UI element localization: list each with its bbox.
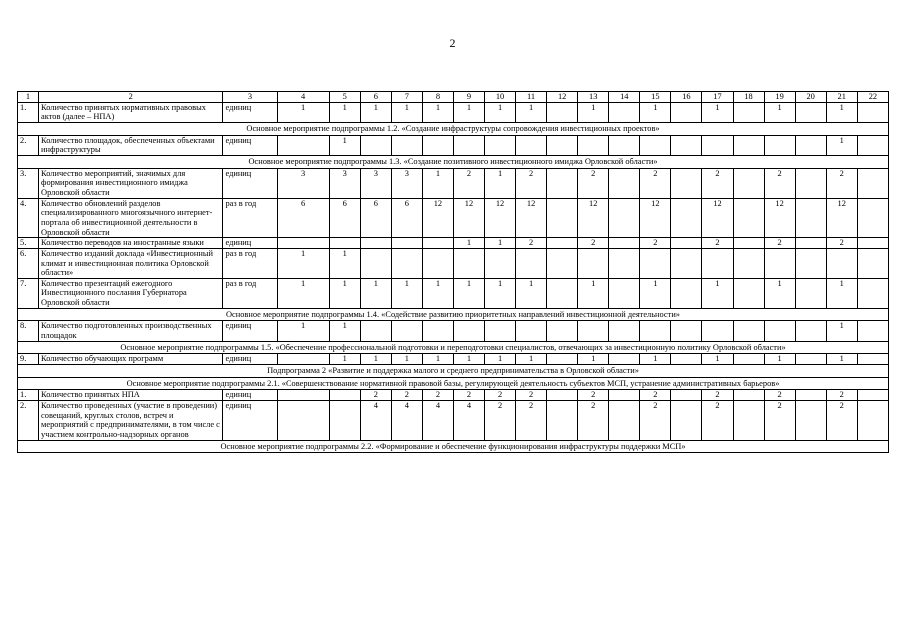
value-cell: 2 xyxy=(516,238,547,249)
value-cell xyxy=(547,198,578,238)
value-cell xyxy=(547,321,578,341)
value-cell: 2 xyxy=(578,168,609,198)
value-cell: 3 xyxy=(277,168,329,198)
value-cell xyxy=(733,248,764,278)
value-cell xyxy=(857,135,888,155)
value-cell: 3 xyxy=(360,168,391,198)
header-cell: 10 xyxy=(485,92,516,103)
value-cell xyxy=(277,135,329,155)
header-cell: 4 xyxy=(277,92,329,103)
value-cell: 1 xyxy=(422,102,453,122)
value-cell: 1 xyxy=(578,102,609,122)
value-cell: 1 xyxy=(277,321,329,341)
unit-cell: раз в год xyxy=(223,278,277,308)
value-cell: 1 xyxy=(516,102,547,122)
value-cell xyxy=(609,248,640,278)
value-cell xyxy=(671,390,702,401)
value-cell xyxy=(857,354,888,365)
value-cell xyxy=(857,248,888,278)
value-cell xyxy=(857,198,888,238)
value-cell: 1 xyxy=(578,354,609,365)
header-cell: 15 xyxy=(640,92,671,103)
value-cell: 3 xyxy=(391,168,422,198)
value-cell: 12 xyxy=(485,198,516,238)
value-cell: 1 xyxy=(826,135,857,155)
value-cell: 2 xyxy=(764,168,795,198)
value-cell xyxy=(516,135,547,155)
value-cell: 2 xyxy=(516,390,547,401)
value-cell xyxy=(453,135,484,155)
header-cell: 17 xyxy=(702,92,733,103)
header-cell: 18 xyxy=(733,92,764,103)
value-cell: 2 xyxy=(485,390,516,401)
value-cell xyxy=(795,135,826,155)
value-cell: 1 xyxy=(422,354,453,365)
value-cell: 4 xyxy=(422,401,453,441)
value-cell xyxy=(609,278,640,308)
row-number: 8. xyxy=(18,321,39,341)
page-number: 2 xyxy=(449,36,456,50)
value-cell: 12 xyxy=(516,198,547,238)
unit-cell: единиц xyxy=(223,168,277,198)
value-cell xyxy=(795,102,826,122)
value-cell xyxy=(609,102,640,122)
table-row xyxy=(18,390,889,401)
value-cell: 1 xyxy=(516,278,547,308)
value-cell xyxy=(733,278,764,308)
value-cell: 2 xyxy=(640,401,671,441)
value-cell xyxy=(640,135,671,155)
value-cell: 1 xyxy=(702,278,733,308)
header-cell: 22 xyxy=(857,92,888,103)
table-row xyxy=(18,102,889,122)
value-cell xyxy=(609,354,640,365)
value-cell xyxy=(733,102,764,122)
row-number: 5. xyxy=(18,238,39,249)
value-cell: 2 xyxy=(578,390,609,401)
value-cell xyxy=(609,401,640,441)
value-cell xyxy=(795,321,826,341)
value-cell xyxy=(733,198,764,238)
value-cell xyxy=(671,198,702,238)
unit-cell: единиц xyxy=(223,354,277,365)
value-cell: 1 xyxy=(826,102,857,122)
value-cell: 12 xyxy=(702,198,733,238)
value-cell xyxy=(671,102,702,122)
value-cell xyxy=(702,135,733,155)
value-cell: 1 xyxy=(277,278,329,308)
value-cell: 3 xyxy=(329,168,360,198)
value-cell xyxy=(764,248,795,278)
header-cell: 11 xyxy=(516,92,547,103)
indicator-name: Количество изданий доклада «Инвестиционный климат и инвестиционная политика Орловской области» xyxy=(39,248,223,278)
value-cell: 2 xyxy=(422,390,453,401)
row-number: 2. xyxy=(18,135,39,155)
value-cell: 2 xyxy=(640,168,671,198)
table-row xyxy=(18,354,889,365)
indicator-name: Количество мероприятий, значимых для формирования инвестиционного имиджа Орловской области xyxy=(39,168,223,198)
section-title: Основное мероприятие подпрограммы 1.3. «Создание позитивного инвестиционного имиджа Орловской области» xyxy=(18,155,889,168)
section-title: Основное мероприятие подпрограммы 2.1. «Совершенствование нормативной правовой базы, регулирующей деятельность субъектов МСП, устранение административных барьеров» xyxy=(18,377,889,390)
indicator-name: Количество обучающих программ xyxy=(39,354,223,365)
value-cell xyxy=(671,248,702,278)
value-cell: 1 xyxy=(329,102,360,122)
indicator-name: Количество переводов на иностранные языки xyxy=(39,238,223,249)
value-cell: 2 xyxy=(485,401,516,441)
header-cell: 20 xyxy=(795,92,826,103)
header-cell: 16 xyxy=(671,92,702,103)
value-cell: 1 xyxy=(422,278,453,308)
value-cell: 1 xyxy=(453,238,484,249)
value-cell xyxy=(671,168,702,198)
indicators-table xyxy=(17,91,889,453)
value-cell: 1 xyxy=(360,102,391,122)
value-cell xyxy=(671,135,702,155)
value-cell: 1 xyxy=(640,354,671,365)
value-cell: 2 xyxy=(391,390,422,401)
value-cell: 1 xyxy=(329,278,360,308)
value-cell xyxy=(609,321,640,341)
value-cell: 1 xyxy=(391,278,422,308)
value-cell xyxy=(609,135,640,155)
value-cell: 6 xyxy=(360,198,391,238)
value-cell: 2 xyxy=(702,168,733,198)
value-cell xyxy=(485,248,516,278)
section-title: Основное мероприятие подпрограммы 2.2. «Формирование и обеспечение функционирования инфраструктуры поддержки МСП» xyxy=(18,440,889,453)
value-cell xyxy=(329,238,360,249)
value-cell xyxy=(453,321,484,341)
value-cell: 2 xyxy=(764,238,795,249)
header-cell: 9 xyxy=(453,92,484,103)
unit-cell: единиц xyxy=(223,135,277,155)
value-cell xyxy=(578,135,609,155)
table-row xyxy=(18,238,889,249)
unit-cell: единиц xyxy=(223,102,277,122)
value-cell xyxy=(795,278,826,308)
value-cell xyxy=(671,238,702,249)
value-cell xyxy=(391,238,422,249)
value-cell xyxy=(733,390,764,401)
value-cell xyxy=(391,321,422,341)
section-row xyxy=(18,377,889,390)
value-cell xyxy=(795,248,826,278)
value-cell: 2 xyxy=(702,238,733,249)
value-cell: 12 xyxy=(826,198,857,238)
value-cell xyxy=(857,401,888,441)
value-cell xyxy=(277,354,329,365)
header-cell: 6 xyxy=(360,92,391,103)
value-cell xyxy=(733,135,764,155)
row-number: 2. xyxy=(18,401,39,441)
section-row xyxy=(18,341,889,354)
value-cell: 2 xyxy=(702,401,733,441)
value-cell xyxy=(547,390,578,401)
header-cell: 21 xyxy=(826,92,857,103)
value-cell xyxy=(671,401,702,441)
value-cell xyxy=(733,168,764,198)
value-cell: 1 xyxy=(391,354,422,365)
value-cell: 1 xyxy=(391,102,422,122)
value-cell xyxy=(857,278,888,308)
value-cell: 12 xyxy=(640,198,671,238)
value-cell xyxy=(733,401,764,441)
section-row xyxy=(18,440,889,453)
value-cell xyxy=(547,278,578,308)
value-cell: 1 xyxy=(453,278,484,308)
unit-cell: единиц xyxy=(223,390,277,401)
value-cell xyxy=(671,278,702,308)
value-cell: 1 xyxy=(485,102,516,122)
value-cell xyxy=(485,135,516,155)
unit-cell: раз в год xyxy=(223,198,277,238)
value-cell: 1 xyxy=(360,278,391,308)
value-cell xyxy=(671,321,702,341)
value-cell xyxy=(857,321,888,341)
section-row xyxy=(18,155,889,168)
value-cell: 1 xyxy=(640,102,671,122)
value-cell xyxy=(547,102,578,122)
header-cell: 13 xyxy=(578,92,609,103)
value-cell xyxy=(578,248,609,278)
value-cell xyxy=(609,198,640,238)
value-cell: 1 xyxy=(578,278,609,308)
table-row xyxy=(18,248,889,278)
indicator-name: Количество обновлений разделов специализированного многоязычного интернет-портала об инвестиционной деятельности в Орловской области xyxy=(39,198,223,238)
value-cell xyxy=(702,248,733,278)
indicator-name: Количество презентаций ежегодного Инвестиционного послания Губернатора Орловской области xyxy=(39,278,223,308)
unit-cell: раз в год xyxy=(223,248,277,278)
section-title: Основное мероприятие подпрограммы 1.4. «Содействие развитию приоритетных направлений инвестиционной деятельности» xyxy=(18,308,889,321)
value-cell: 1 xyxy=(329,248,360,278)
value-cell: 1 xyxy=(422,168,453,198)
value-cell xyxy=(547,238,578,249)
value-cell xyxy=(516,321,547,341)
value-cell xyxy=(857,238,888,249)
value-cell xyxy=(795,354,826,365)
value-cell: 2 xyxy=(453,390,484,401)
value-cell: 12 xyxy=(422,198,453,238)
value-cell: 2 xyxy=(578,238,609,249)
value-cell: 2 xyxy=(453,168,484,198)
value-cell xyxy=(329,401,360,441)
row-number: 1. xyxy=(18,102,39,122)
header-cell: 19 xyxy=(764,92,795,103)
value-cell xyxy=(764,321,795,341)
table-row xyxy=(18,198,889,238)
row-number: 3. xyxy=(18,168,39,198)
value-cell xyxy=(857,102,888,122)
value-cell xyxy=(578,321,609,341)
unit-cell: единиц xyxy=(223,401,277,441)
value-cell: 1 xyxy=(640,278,671,308)
value-cell xyxy=(795,168,826,198)
value-cell xyxy=(640,321,671,341)
row-number: 9. xyxy=(18,354,39,365)
value-cell xyxy=(795,198,826,238)
value-cell xyxy=(360,135,391,155)
value-cell: 12 xyxy=(764,198,795,238)
value-cell: 4 xyxy=(453,401,484,441)
value-cell: 1 xyxy=(764,278,795,308)
value-cell xyxy=(702,321,733,341)
section-row xyxy=(18,365,889,378)
header-cell: 3 xyxy=(223,92,277,103)
value-cell: 1 xyxy=(453,102,484,122)
value-cell xyxy=(547,248,578,278)
value-cell: 6 xyxy=(277,198,329,238)
value-cell: 1 xyxy=(826,278,857,308)
value-cell xyxy=(453,248,484,278)
row-number: 6. xyxy=(18,248,39,278)
value-cell xyxy=(329,390,360,401)
value-cell xyxy=(422,135,453,155)
value-cell: 2 xyxy=(826,401,857,441)
header-cell: 14 xyxy=(609,92,640,103)
value-cell: 1 xyxy=(702,102,733,122)
section-row xyxy=(18,308,889,321)
value-cell: 2 xyxy=(578,401,609,441)
value-cell: 1 xyxy=(329,354,360,365)
value-cell xyxy=(422,321,453,341)
value-cell: 1 xyxy=(329,321,360,341)
value-cell: 2 xyxy=(516,168,547,198)
value-cell: 2 xyxy=(764,390,795,401)
header-cell: 5 xyxy=(329,92,360,103)
value-cell: 2 xyxy=(826,390,857,401)
row-number: 4. xyxy=(18,198,39,238)
value-cell: 1 xyxy=(826,321,857,341)
value-cell xyxy=(733,354,764,365)
value-cell xyxy=(733,238,764,249)
table-row xyxy=(18,401,889,441)
value-cell: 2 xyxy=(360,390,391,401)
value-cell: 1 xyxy=(329,135,360,155)
header-cell: 1 xyxy=(18,92,39,103)
value-cell: 1 xyxy=(485,238,516,249)
value-cell: 1 xyxy=(485,354,516,365)
section-title: Основное мероприятие подпрограммы 1.2. «Создание инфраструктуры сопровождения инвестиционных проектов» xyxy=(18,122,889,135)
unit-cell: единиц xyxy=(223,321,277,341)
value-cell: 6 xyxy=(329,198,360,238)
row-number: 7. xyxy=(18,278,39,308)
value-cell: 1 xyxy=(277,102,329,122)
value-cell: 2 xyxy=(764,401,795,441)
value-cell xyxy=(277,390,329,401)
value-cell xyxy=(857,390,888,401)
value-cell xyxy=(826,248,857,278)
value-cell xyxy=(671,354,702,365)
value-cell: 1 xyxy=(764,102,795,122)
value-cell: 2 xyxy=(702,390,733,401)
value-cell xyxy=(795,238,826,249)
value-cell: 4 xyxy=(391,401,422,441)
value-cell: 4 xyxy=(360,401,391,441)
value-cell xyxy=(609,390,640,401)
value-cell xyxy=(360,238,391,249)
value-cell: 6 xyxy=(391,198,422,238)
table-row xyxy=(18,278,889,308)
indicator-name: Количество проведенных (участие в проведении) совещаний, круглых столов, встреч и мероприятий с предпринимателями, в том числе с участием контрольно-надзорных органов xyxy=(39,401,223,441)
value-cell xyxy=(733,321,764,341)
row-number: 1. xyxy=(18,390,39,401)
value-cell: 2 xyxy=(640,390,671,401)
value-cell xyxy=(277,238,329,249)
value-cell xyxy=(795,390,826,401)
indicator-name: Количество принятых нормативных правовых актов (далее – НПА) xyxy=(39,102,223,122)
value-cell: 1 xyxy=(764,354,795,365)
value-cell: 2 xyxy=(826,238,857,249)
header-cell: 2 xyxy=(39,92,223,103)
table-row xyxy=(18,321,889,341)
value-cell xyxy=(516,248,547,278)
value-cell xyxy=(547,168,578,198)
header-cell: 8 xyxy=(422,92,453,103)
value-cell: 2 xyxy=(516,401,547,441)
value-cell: 1 xyxy=(453,354,484,365)
value-cell: 1 xyxy=(516,354,547,365)
section-row xyxy=(18,122,889,135)
section-title: Основное мероприятие подпрограммы 1.5. «Обеспечение профессиональной подготовки и переподготовки специалистов, отвечающих за инвестиционную политику Орловской области» xyxy=(18,341,889,354)
value-cell xyxy=(547,354,578,365)
value-cell xyxy=(547,135,578,155)
header-cell: 12 xyxy=(547,92,578,103)
value-cell xyxy=(422,238,453,249)
value-cell xyxy=(795,401,826,441)
table-row xyxy=(18,168,889,198)
value-cell xyxy=(360,321,391,341)
value-cell: 1 xyxy=(702,354,733,365)
value-cell: 1 xyxy=(485,168,516,198)
value-cell: 1 xyxy=(277,248,329,278)
value-cell xyxy=(640,248,671,278)
value-cell xyxy=(422,248,453,278)
value-cell xyxy=(609,238,640,249)
value-cell: 1 xyxy=(826,354,857,365)
value-cell: 12 xyxy=(578,198,609,238)
value-cell: 12 xyxy=(453,198,484,238)
value-cell xyxy=(277,401,329,441)
value-cell xyxy=(360,248,391,278)
value-cell xyxy=(547,401,578,441)
value-cell xyxy=(857,168,888,198)
value-cell xyxy=(764,135,795,155)
value-cell: 1 xyxy=(485,278,516,308)
value-cell: 2 xyxy=(640,238,671,249)
value-cell: 2 xyxy=(826,168,857,198)
section-title: Подпрограмма 2 «Развитие и поддержка малого и среднего предпринимательства в Орловской области» xyxy=(18,365,889,378)
indicator-name: Количество площадок, обеспеченных объектами инфраструктуры xyxy=(39,135,223,155)
header-cell: 7 xyxy=(391,92,422,103)
unit-cell: единиц xyxy=(223,238,277,249)
value-cell: 1 xyxy=(360,354,391,365)
value-cell xyxy=(391,248,422,278)
header-row xyxy=(18,92,889,103)
value-cell xyxy=(391,135,422,155)
indicator-name: Количество принятых НПА xyxy=(39,390,223,401)
indicator-name: Количество подготовленных производственных площадок xyxy=(39,321,223,341)
table-row xyxy=(18,135,889,155)
value-cell xyxy=(609,168,640,198)
value-cell xyxy=(485,321,516,341)
